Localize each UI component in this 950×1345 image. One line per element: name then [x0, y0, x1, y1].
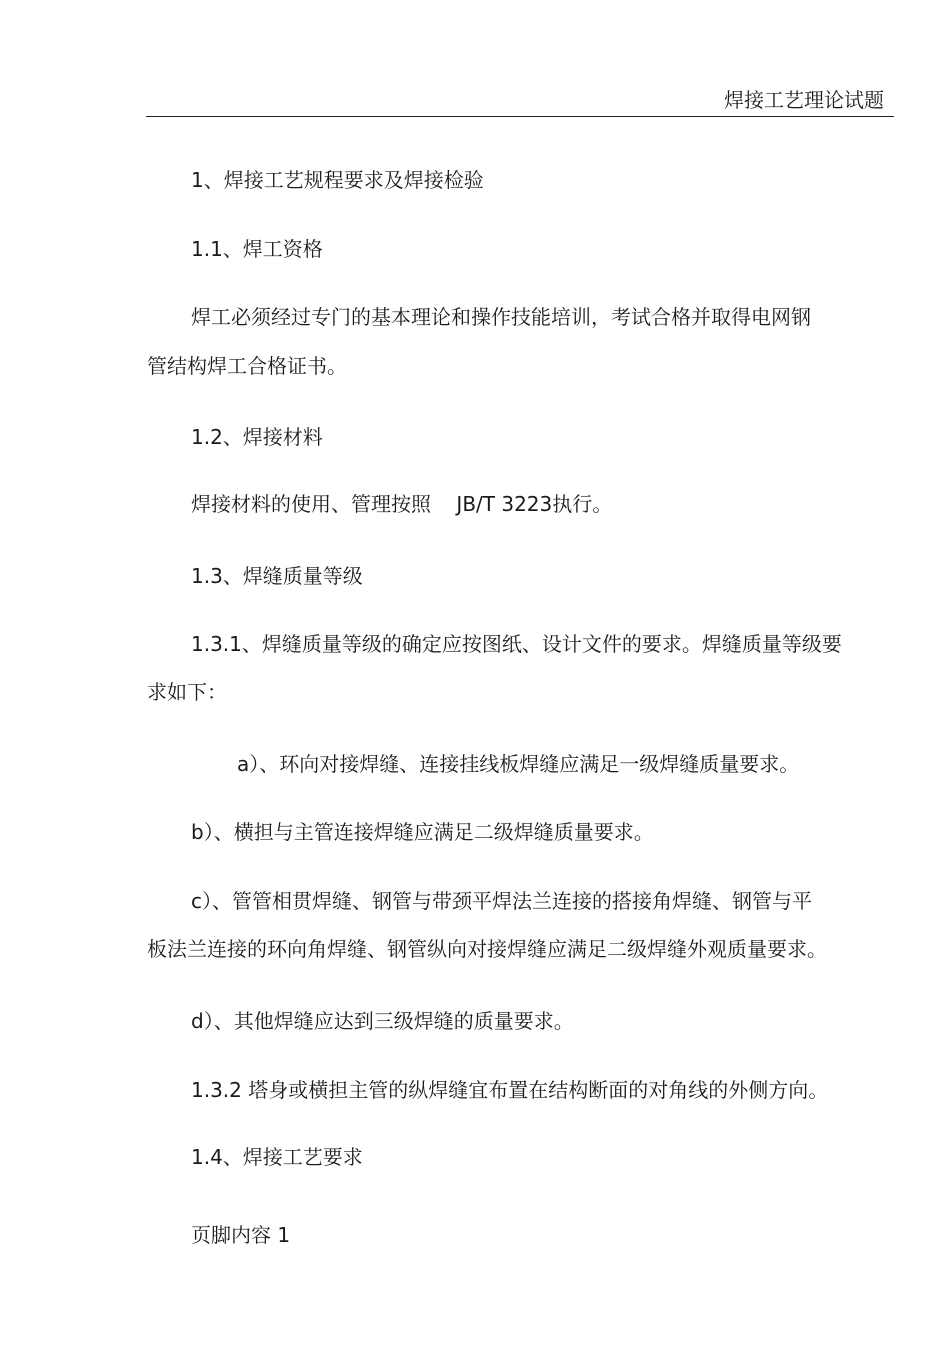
paragraph-longitudinal-weld: 1.3.2 塔身或横担主管的纵焊缝宜布置在结构断面的对角线的外侧方向。: [191, 1078, 829, 1102]
list-item-d: d）、其他焊缝应达到三级焊缝的质量要求。: [191, 1009, 574, 1033]
paragraph-quality-grade-line-2: 求如下：: [147, 680, 227, 704]
list-item-b: b）、横担与主管连接焊缝应满足二级焊缝质量要求。: [191, 820, 654, 844]
heading-section-1-4: 1.4、焊接工艺要求: [191, 1145, 363, 1169]
paragraph-welder-qualification-line-1: 焊工必须经过专门的基本理论和操作技能培训，考试合格并取得电网钢: [191, 305, 811, 329]
heading-section-1-1: 1.1、焊工资格: [191, 237, 323, 261]
paragraph-welding-materials: 焊接材料的使用、管理按照 JB/T 3223执行。: [191, 492, 613, 516]
heading-section-1: 1、焊接工艺规程要求及焊接检验: [191, 168, 484, 192]
list-item-a: a）、环向对接焊缝、连接挂线板焊缝应满足一级焊缝质量要求。: [237, 752, 800, 776]
page-footer: 页脚内容 1: [191, 1223, 291, 1247]
page-header-title: 焊接工艺理论试题: [724, 88, 884, 112]
list-item-c-line-2: 板法兰连接的环向角焊缝、钢管纵向对接焊缝应满足二级焊缝外观质量要求。: [147, 937, 827, 961]
header-divider: [146, 116, 894, 117]
heading-section-1-3: 1.3、焊缝质量等级: [191, 564, 363, 588]
list-item-c-line-1: c）、管管相贯焊缝、钢管与带颈平焊法兰连接的搭接角焊缝、钢管与平: [191, 889, 812, 913]
heading-section-1-2: 1.2、焊接材料: [191, 425, 323, 449]
paragraph-quality-grade-line-1: 1.3.1、焊缝质量等级的确定应按图纸、设计文件的要求。焊缝质量等级要: [191, 632, 842, 656]
paragraph-welder-qualification-line-2: 管结构焊工合格证书。: [147, 354, 347, 378]
